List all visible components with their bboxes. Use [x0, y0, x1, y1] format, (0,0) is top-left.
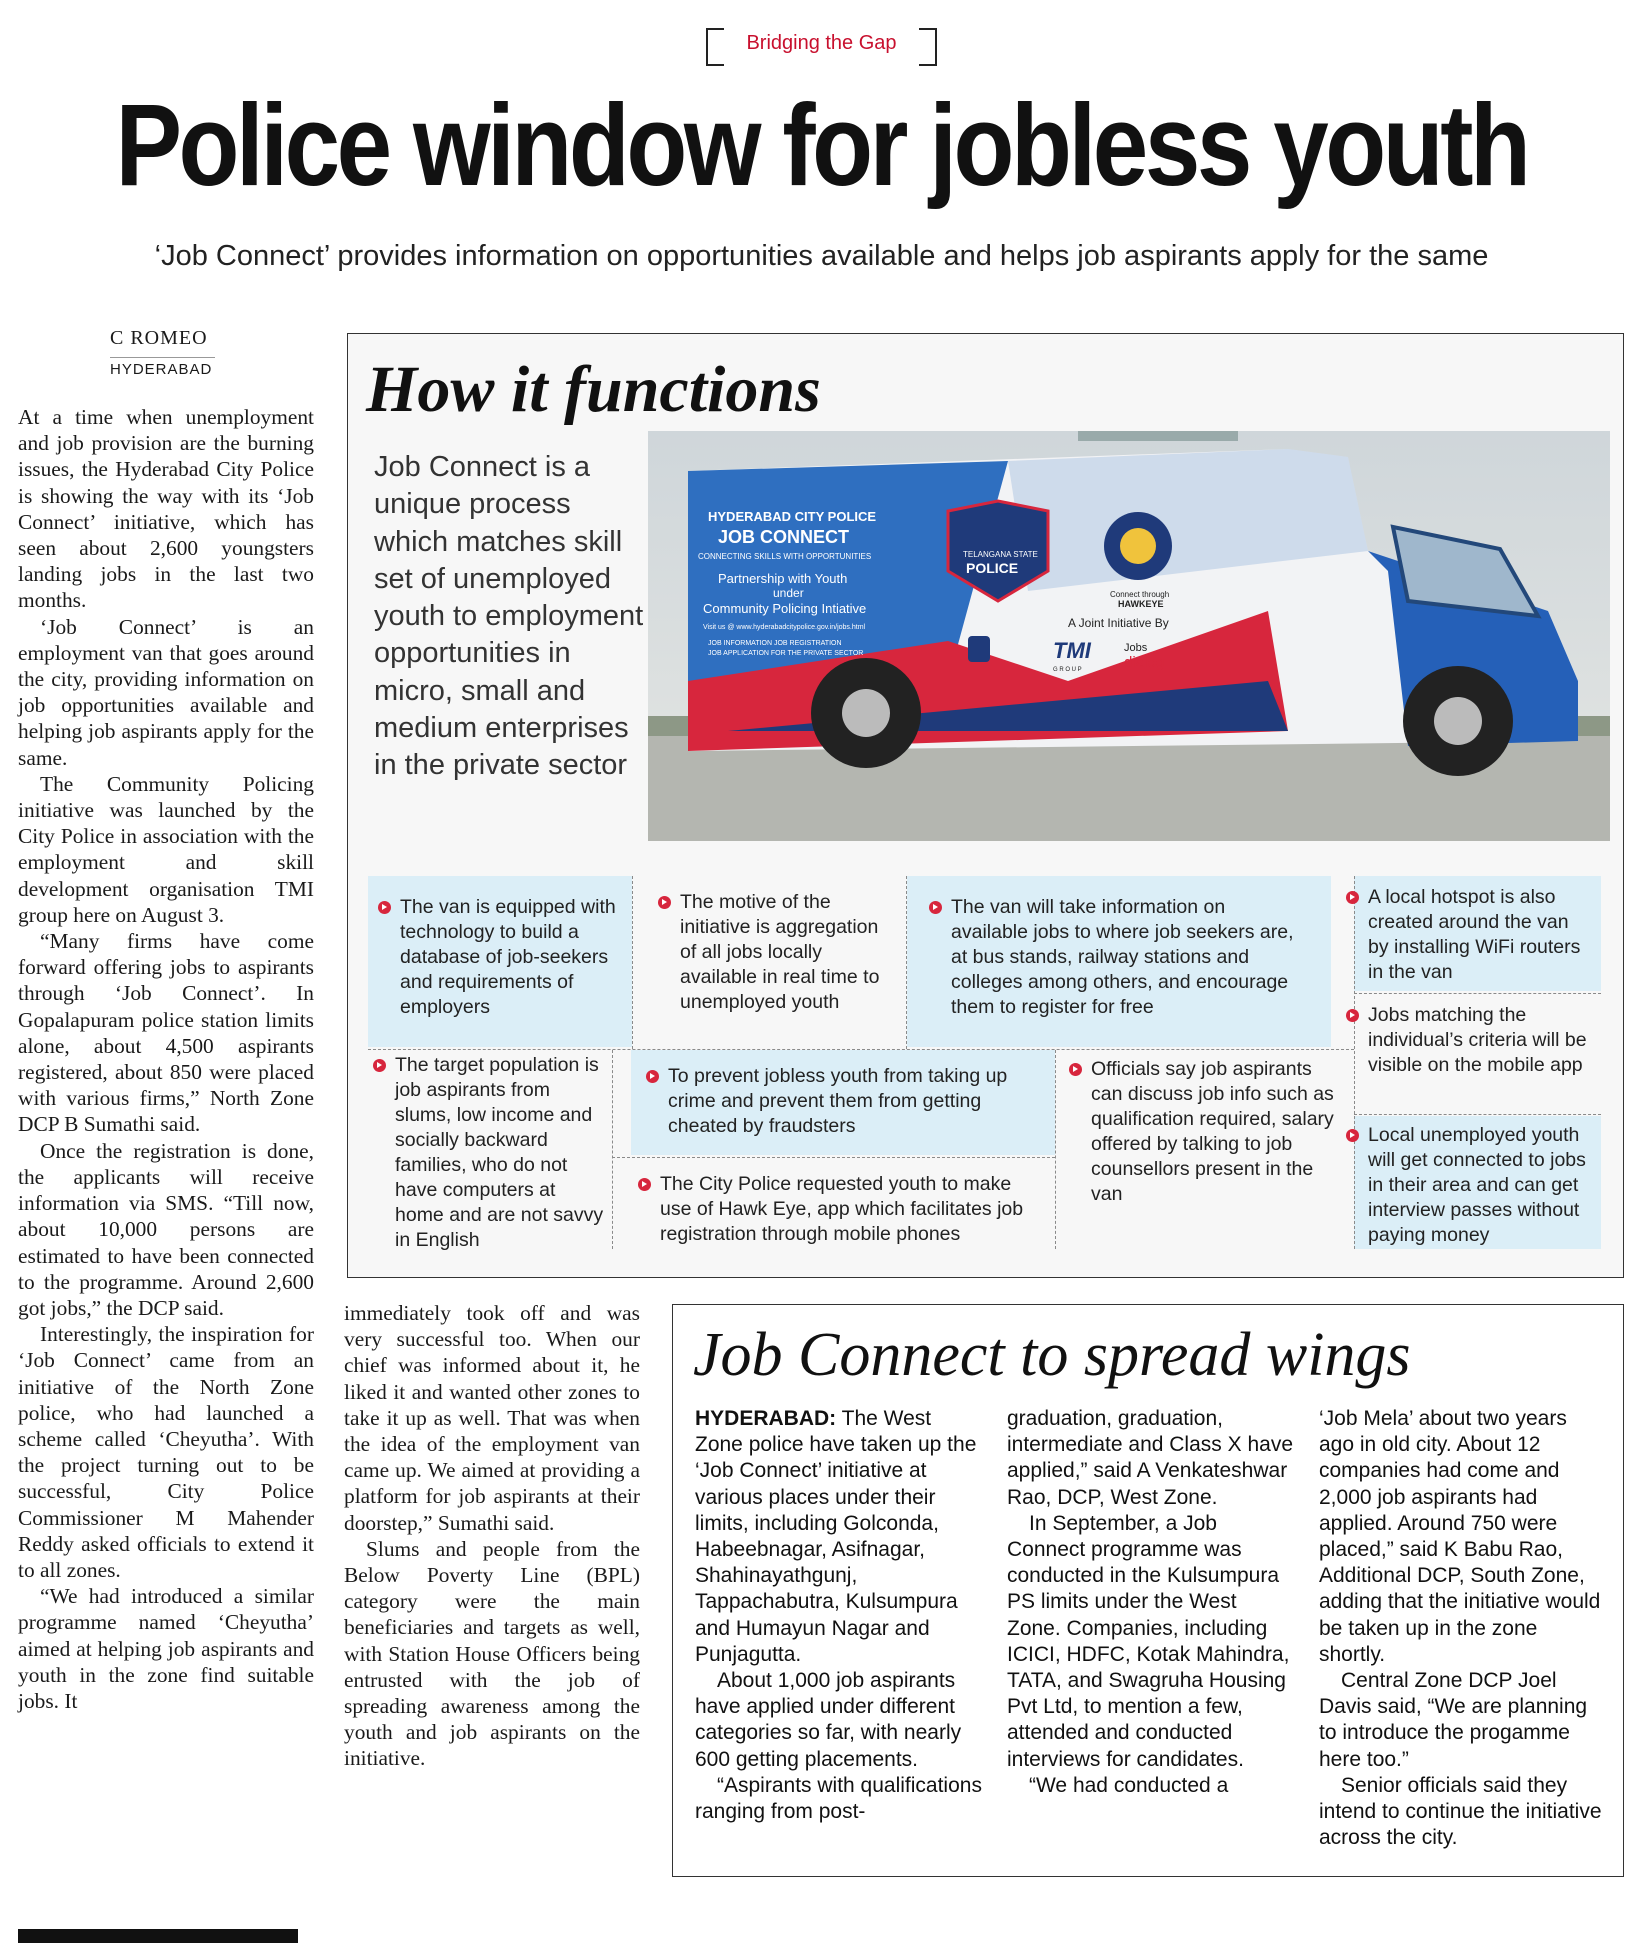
van-tmi: TMI	[1053, 638, 1091, 663]
headline: Police window for jobless youth	[115, 80, 1528, 210]
bullet-item: The target population is job aspirants from slums, low income and socially backward families, who do not have computers at home and are not savvy in English	[395, 1053, 607, 1253]
bullet-arrow-icon	[929, 901, 942, 914]
bullet-arrow-icon	[1346, 891, 1359, 904]
grid-divider	[612, 1157, 1055, 1158]
paragraph: Senior officials said they intend to continue the initiative across the city.	[1319, 1773, 1602, 1850]
paragraph: About 1,000 job aspirants have applied under different categories so far, with nearly 600 getting placements.	[695, 1669, 962, 1771]
bullet-arrow-icon	[1346, 1009, 1359, 1022]
grid-divider	[1354, 876, 1355, 1249]
next-story-label-bar	[18, 1929, 298, 1943]
bullet-arrow-icon	[638, 1178, 651, 1191]
paragraph: “We had introduced a similar programme named ‘Cheyutha’ aimed at helping job aspirants and youth in the zone find suitable jobs. It	[18, 1584, 314, 1713]
van-badge-top: TELANGANA STATE	[963, 550, 1038, 559]
grid-divider	[612, 1050, 613, 1249]
paragraph: “Many firms have come forward offering jobs to aspirants through ‘Job Connect’. In Gopalapuram police station limits alone, about 4,500 aspirants registered, about 850 were placed with various firms,” North Zone DCP B Sumathi said.	[18, 929, 314, 1137]
van-badge-main: POLICE	[966, 560, 1019, 576]
van-line6: Community Policing Intiative	[703, 601, 867, 616]
paragraph: graduation, graduation, intermediate and Class X have applied,” said A Venkateshwar Rao, DCP, West Zone.	[1007, 1407, 1293, 1509]
bullet-item: The motive of the initiative is aggregation of all jobs locally available in real time to unemployed youth	[680, 890, 895, 1015]
paragraph: ‘Job Mela’ about two years ago in old city. About 12 companies had come and 2,000 job aspirants had applied. Around 750 were placed,” said K Babu Rao, Additional DCP, South Zone, adding that the initiative would be taken up in the zone shortly.	[1319, 1407, 1601, 1666]
van-jobsdialog-2: dialog	[1124, 654, 1165, 671]
paragraph: ‘Job Connect’ is an employment van that goes around the city, providing information on job opportunities available and helping job aspirants apply for the same.	[18, 614, 314, 770]
bullet-arrow-icon	[1346, 1129, 1359, 1142]
grid-divider	[906, 876, 907, 1049]
paragraph: Once the registration is done, the applicants will receive information via SMS. “Till now, about 10,000 persons are estimated to have been connected to the programme. Around 2,600 got jobs,” the DCP said.	[18, 1138, 314, 1320]
paragraph: immediately took off and was very successful too. When our chief was informed about it, he liked it and wanted other zones to take it up as well. That was when the idea of the employment van came up. We aimed at providing a platform for job aspirants at their doorstep,” Sumathi said.	[344, 1301, 640, 1535]
how-it-functions-title: How it functions	[366, 353, 821, 426]
bullet-item: The van will take information on available jobs to where job seekers are, at bus stands, railway stations and colleges among others, and encourage them to register for free	[951, 895, 1306, 1020]
grid-divider	[1354, 1114, 1601, 1115]
bullet-arrow-icon	[373, 1059, 386, 1072]
grid-divider	[1055, 1050, 1056, 1249]
deck: ‘Job Connect’ provides information on opportunities available and helps job aspirants apply for the same	[154, 240, 1489, 272]
byline: C ROMEO	[110, 327, 208, 349]
van-tmi-sub: G R O U P	[1053, 667, 1082, 673]
bullet-arrow-icon	[646, 1070, 659, 1083]
bullet-item: Jobs matching the individual’s criteria will be visible on the mobile app	[1368, 1003, 1593, 1078]
bullet-item: Officials say job aspirants can discuss job info such as qualification required, salary offered by talking to job counsellors present in the van	[1091, 1057, 1341, 1207]
paragraph: The Community Policing initiative was launched by the City Police in association with the employment and skill development organisation TMI group here on August 3.	[18, 771, 314, 927]
van-line1: HYDERABAD CITY POLICE	[708, 509, 877, 524]
section-kicker: Bridging the Gap	[0, 28, 1643, 59]
van-line9: JOB APPLICATION FOR THE PRIVATE SECTOR	[708, 650, 864, 657]
van-hawkeye-caption1: Connect through	[1110, 590, 1170, 599]
van-line5: under	[773, 586, 804, 600]
van-illustration	[648, 431, 1610, 841]
paragraph: At a time when unemployment and job provision are the burning issues, the Hyderabad City Police is showing the way with its ‘Job Connect’ initiative, which has seen about 2,600 youngsters landing jobs in the last two months.	[18, 405, 314, 613]
bullet-item: The City Police requested youth to make use of Hawk Eye, app which facilitates job registration through mobile phones	[660, 1172, 1045, 1247]
paragraph: Slums and people from the Below Poverty Line (BPL) category were the main beneficiaries and targets as well, with Station House Officers being entrusted with the job of spreading awareness among the youth and job aspirants on the initiative.	[344, 1536, 640, 1771]
paragraph: Interestingly, the inspiration for ‘Job Connect’ came from an initiative of the North Zone police, who had launched a scheme called ‘Cheyutha’. With the project turning out to be successful, City Police Commissioner M Mahender Reddy asked officials to extend it to all zones.	[18, 1322, 314, 1582]
paragraph: HYDERABAD: The West Zone police have taken up the ‘Job Connect’ initiative at various places under their limits, including Golconda, Habeebnagar, Asifnagar, Shahinayathgunj, Tappachabutra, Kulsumpura and Humayun Nagar and Punjagutta.	[695, 1407, 977, 1666]
paragraph: Central Zone DCP Joel Davis said, “We are planning to introduce the progamme here too.”	[1319, 1669, 1588, 1771]
van-photo	[648, 431, 1610, 841]
story-column-2	[344, 1300, 640, 1772]
bullet-item: The van is equipped with technology to build a database of job-seekers and requirements of employers	[400, 895, 625, 1020]
bullet-item: Local unemployed youth will get connected to jobs in their area and can get interview passes without paying money	[1368, 1123, 1593, 1248]
bullet-item: To prevent jobless youth from taking up crime and prevent them from getting cheated by fraudsters	[668, 1064, 1048, 1139]
grid-divider	[632, 876, 633, 1049]
van-line8: JOB INFORMATION JOB REGISTRATION	[708, 640, 842, 647]
van-line3: CONNECTING SKILLS WITH OPPORTUNITIES	[698, 552, 872, 561]
bullet-arrow-icon	[1069, 1063, 1082, 1076]
bullet-arrow-icon	[658, 896, 671, 909]
spread-wings-column-2	[1007, 1406, 1295, 1799]
spread-wings-column-3	[1319, 1406, 1607, 1851]
paragraph: “We had conducted a	[1029, 1773, 1229, 1797]
bullet-item: A local hotspot is also created around the van by installing WiFi routers in the van	[1368, 885, 1593, 985]
paragraph: In September, a Job Connect programme was conducted in the Kulsumpura PS limits under the West Zone. Companies, including ICICI, HDFC, Kotak Mahindra, TATA, and Swagruha Housing Pvt Ltd, to mention a few, attended and conducted interviews for candidates.	[1007, 1511, 1290, 1771]
how-it-functions-intro: Job Connect is a unique process which matches skill set of unemployed youth to employment opportunities in micro, small and medium enterprises in the private sector	[374, 451, 644, 782]
dateline: HYDERABAD	[110, 361, 213, 378]
van-line7: Visit us @ www.hyderabadcitypolice.gov.in/jobs.html	[703, 624, 866, 631]
van-hawkeye-caption2: HAWKEYE	[1118, 599, 1164, 609]
grid-divider	[1354, 993, 1601, 994]
spread-dateline: HYDERABAD:	[695, 1407, 837, 1430]
spread-wings-column-1	[695, 1406, 983, 1825]
van-line2: JOB CONNECT	[718, 527, 850, 547]
bullet-arrow-icon	[378, 901, 391, 914]
byline-rule	[110, 357, 215, 358]
van-jobsdialog-1: Jobs	[1124, 642, 1148, 654]
grid-divider	[368, 1049, 1354, 1050]
van-joint: A Joint Initiative By	[1068, 616, 1169, 630]
paragraph: “Aspirants with qualifications ranging from post-	[695, 1773, 982, 1824]
spread-wings-title: Job Connect to spread wings	[693, 1321, 1411, 1389]
van-line4: Partnership with Youth	[718, 571, 848, 586]
story-column-1	[18, 404, 314, 1714]
